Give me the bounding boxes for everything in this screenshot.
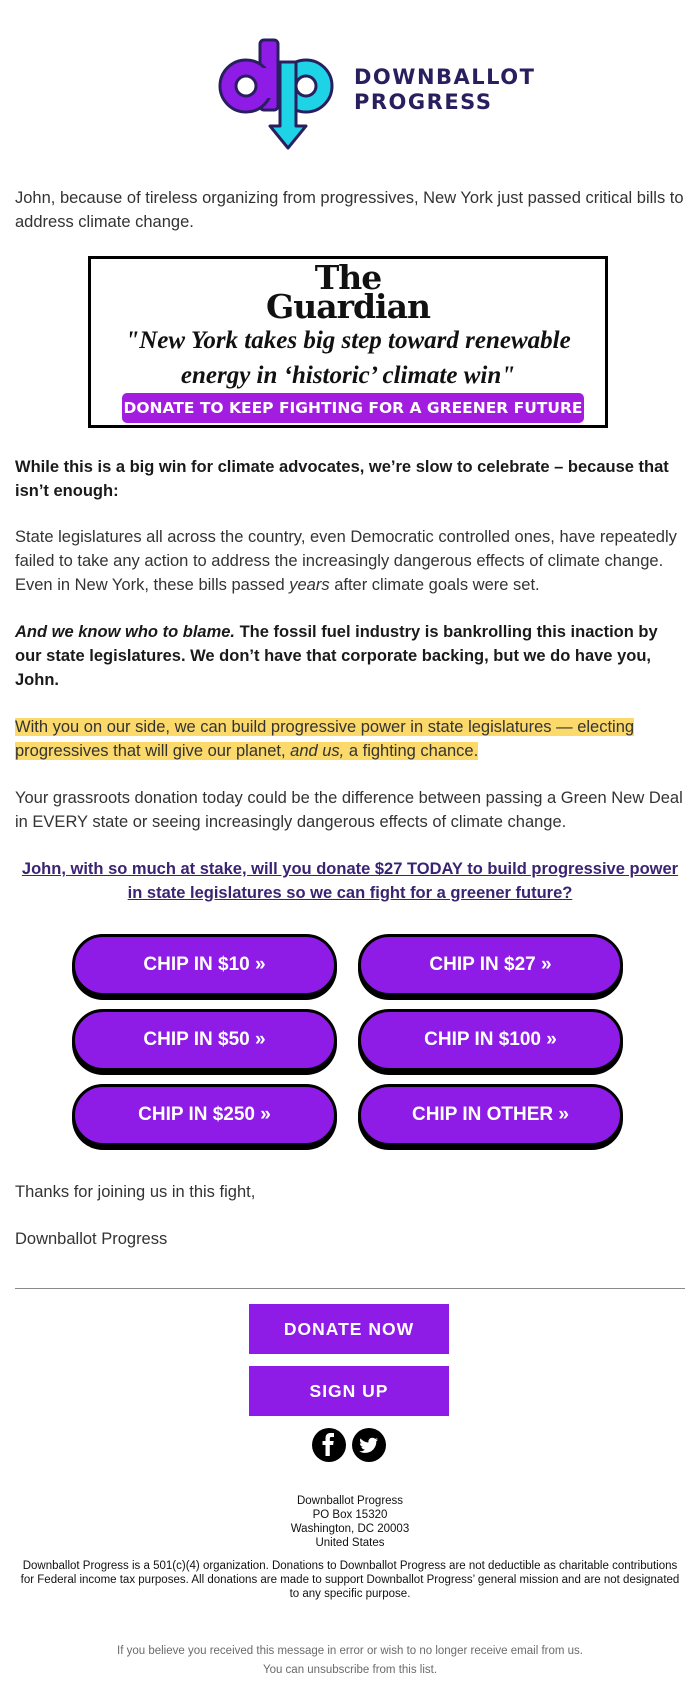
chip-in-other-button[interactable]: CHIP IN OTHER »: [358, 1084, 623, 1146]
signoff-thanks: Thanks for joining us in this fight,: [15, 1183, 256, 1201]
brand-logo[interactable]: [208, 38, 536, 162]
p3-emphasis: And we know who to blame.: [15, 623, 236, 641]
address-line-1: Downballot Progress: [296, 1495, 404, 1507]
p4-text-a: With you on our side, we can build progressive power in state legislatures — electing progressives that will give our planet,: [15, 718, 635, 760]
logo-line-2: PROGRESS: [354, 90, 493, 114]
twitter-icon[interactable]: [352, 1428, 386, 1462]
chip-in-27-button[interactable]: CHIP IN $27 »: [358, 934, 623, 996]
chip-in-50-button[interactable]: CHIP IN $50 »: [72, 1009, 337, 1071]
mailing-address: [0, 1494, 700, 1550]
address-line-4: United States: [315, 1537, 385, 1549]
signoff-name: Downballot Progress: [15, 1230, 168, 1248]
logo-line-1: DOWNBALLOT: [354, 65, 536, 89]
donate-now-button[interactable]: DONATE NOW: [249, 1304, 449, 1354]
paragraph-legislatures: [15, 525, 685, 597]
chip-in-10-button[interactable]: CHIP IN $10 »: [72, 934, 337, 996]
paragraph-slow-to-celebrate: While this is a big win for climate advocates, we’re slow to celebrate – because that isn’t enough:: [15, 458, 669, 500]
guardian-banner[interactable]: [88, 256, 608, 447]
paragraph-blame: [15, 620, 685, 692]
unsubscribe-notice: If you believe you received this message in error or wish to no longer receive email from us.: [117, 1645, 583, 1657]
guardian-masthead-line-1: The: [314, 258, 382, 297]
legal-disclaimer: Downballot Progress is a 501(c)(4) organization. Donations to Downballot Progress are not deductible as charitable contributions for Federal income tax purposes. All donations are made to support Downballot Progress’ general mission and are not designated to any specific purpose.: [20, 1560, 680, 1600]
footer-divider: [15, 1288, 685, 1289]
headline-quote: "New York takes big step toward renewable energy in ‘historic’ climate win": [125, 327, 571, 389]
sign-up-button[interactable]: SIGN UP: [249, 1366, 449, 1416]
p2-emphasis: years: [289, 576, 330, 594]
intro-paragraph: John, because of tireless organizing from progressives, New York just passed critical bills to address climate change.: [15, 189, 684, 231]
p3-text: The fossil fuel industry is bankrolling this inaction by our state legislatures. We don’t have that corporate backing, but we do have you, John.: [15, 623, 658, 689]
dp-monogram-icon: [208, 38, 348, 162]
chip-in-100-button[interactable]: CHIP IN $100 »: [358, 1009, 623, 1071]
p2-text-b: after climate goals were set.: [329, 576, 540, 594]
p4-emphasis: and us,: [290, 742, 345, 760]
address-line-3: Washington, DC 20003: [290, 1523, 410, 1535]
guardian-masthead-line-2: Guardian: [266, 287, 430, 326]
paragraph-grassroots: Your grassroots donation today could be the difference between passing a Green New Deal in EVERY state or seeing increasingly dangerous effects of climate change.: [15, 789, 683, 831]
paragraph-highlighted: [15, 715, 685, 763]
donate-27-link[interactable]: John, with so much at stake, will you donate $27 TODAY to build progressive power in state legislatures so we can fight for a greener future?: [21, 860, 679, 902]
unsubscribe-link[interactable]: You can unsubscribe from this list.: [262, 1664, 438, 1676]
p4-text-b: a fighting chance.: [344, 742, 479, 760]
banner-donate-button[interactable]: DONATE TO KEEP FIGHTING FOR A GREENER FUTURE >>: [122, 393, 584, 423]
logo-wordmark: [354, 65, 535, 115]
chip-in-250-button[interactable]: CHIP IN $250 »: [72, 1084, 337, 1146]
p2-text-a: State legislatures all across the country, even Democratic controlled ones, have repeatedly failed to take any action to address the increasingly dangerous effects of climate change. Even in New York, these bills passed: [15, 528, 677, 594]
facebook-icon[interactable]: [312, 1428, 346, 1462]
address-line-2: PO Box 15320: [312, 1509, 388, 1521]
